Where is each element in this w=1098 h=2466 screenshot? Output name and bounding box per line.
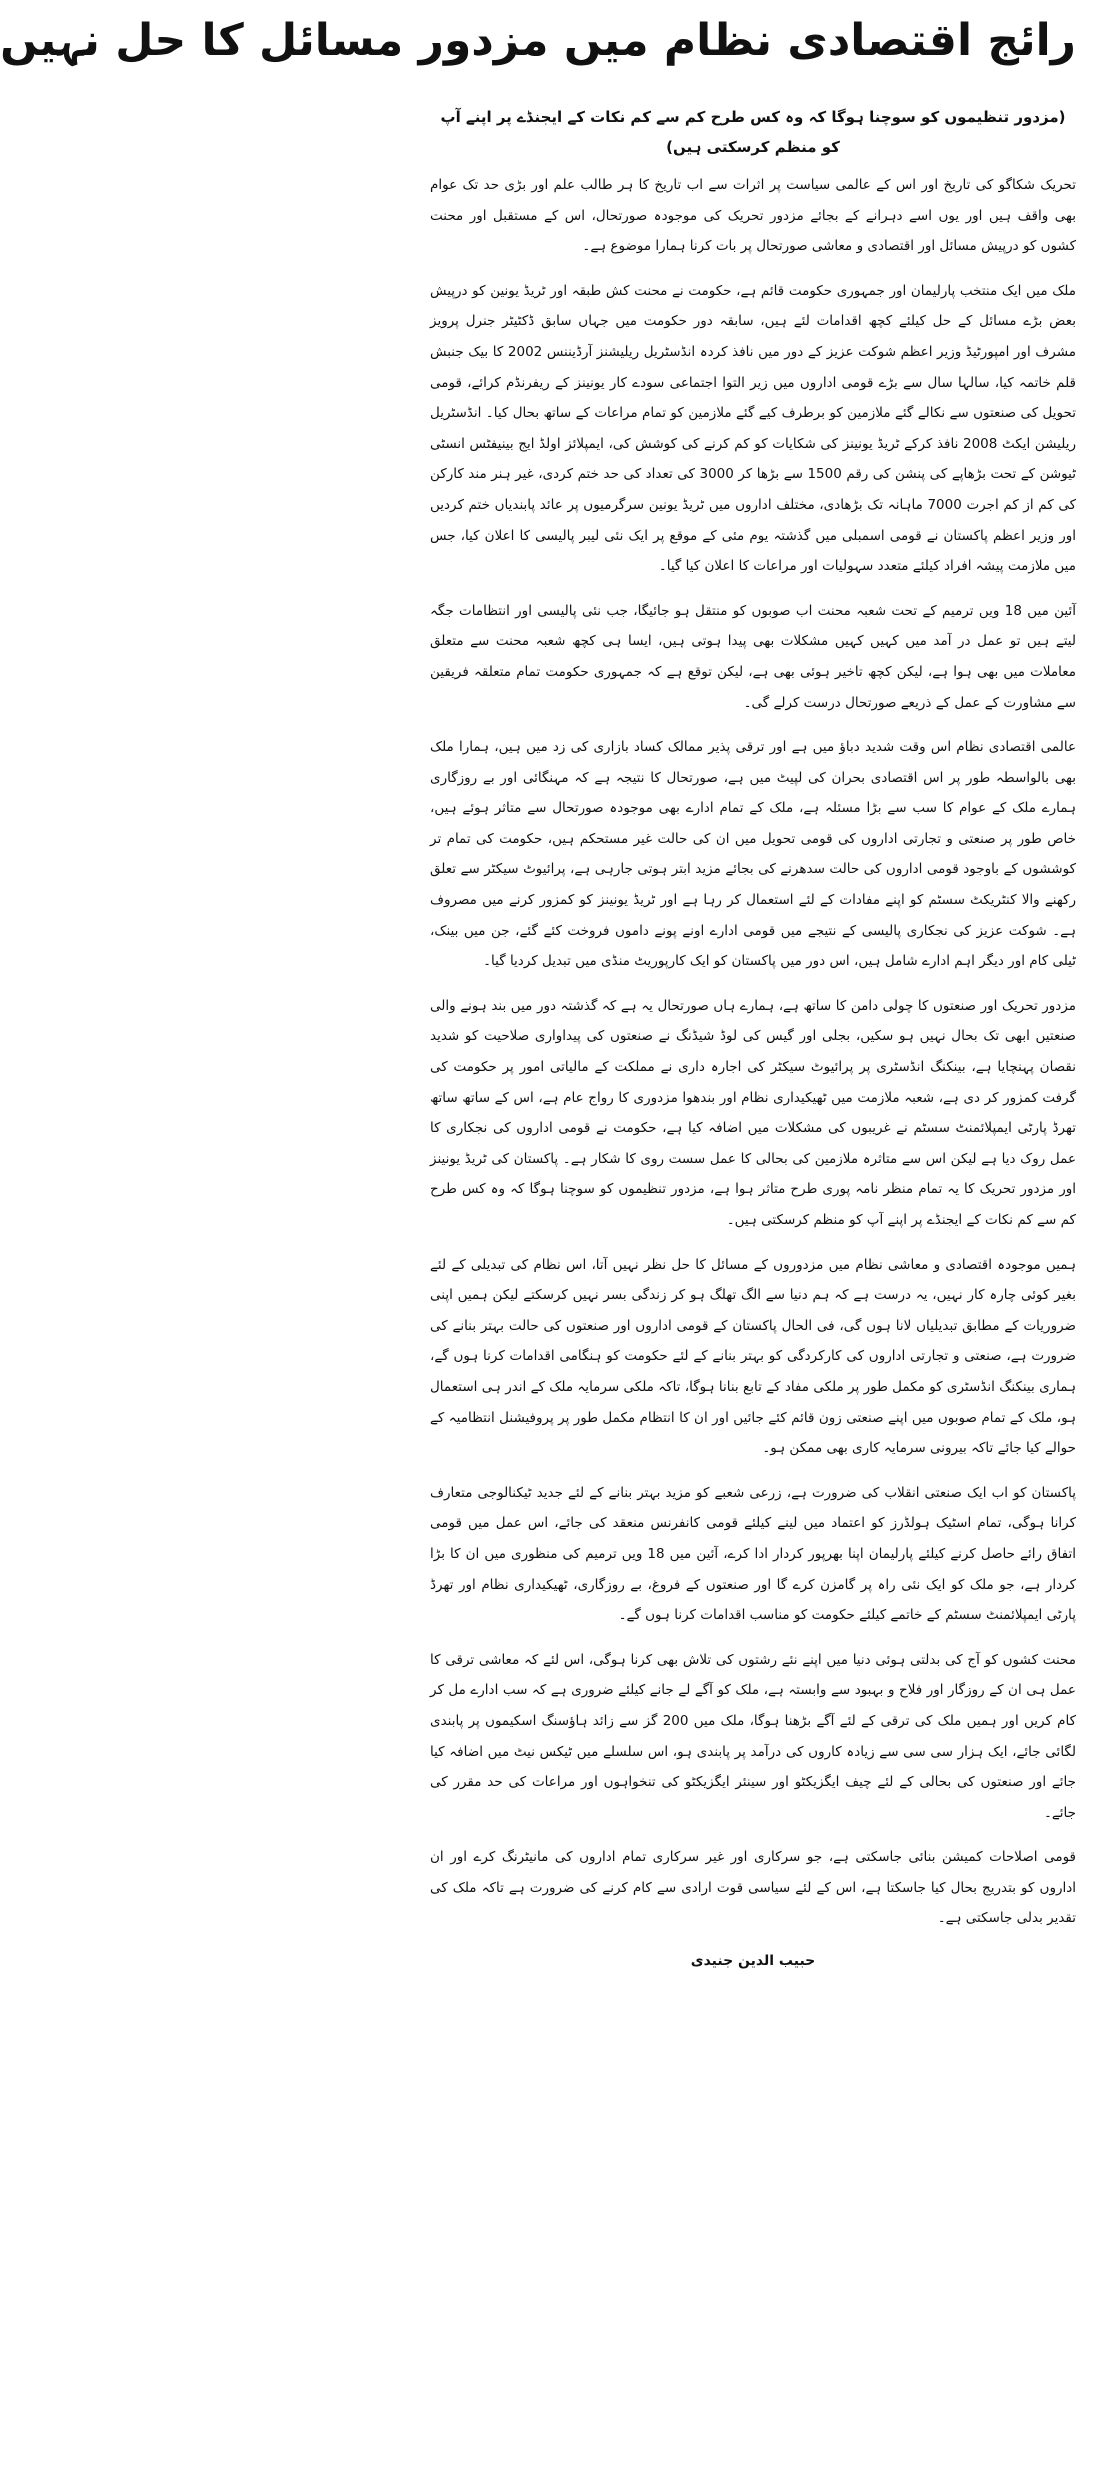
article-paragraph-4: عالمی اقتصادی نظام اس وقت شدید دباؤ میں ہے اور ترقی پذیر ممالک کساد بازاری کی زد میں ہیں، ہمارا ملک بھی بالواسطہ طور پر اس اقتصادی بحران کی لپیٹ میں ہے، صورتحال کا نتیجہ ہے کہ مہنگائی اور بے روزگاری ہمارے ملک کے عوام کا سب سے بڑا مسئلہ ہے، ملک کے تمام ادارے بھی موجودہ صورتحال سے متاثر ہوئے ہیں، خاص طور پر صنعتی و تجارتی اداروں کی قومی تحویل میں ان کی حالت غیر مستحکم ہیں، حکومت کی تمام تر کوششوں کے باوجود قومی اداروں کی حالت سدھرنے کی بجائے مزید ابتر ہوتی جارہی ہے، پرائیوٹ سیکٹر سے تعلق رکھنے والا کنٹریکٹ سسٹم کو اپنے مفادات کے لئے استعمال کر رہا ہے اور ٹریڈ یونینز کو کمزور کرنے میں مصروف ہے۔ شوکت عزیز کی نجکاری پالیسی کے نتیجے میں قومی ادارے اونے پونے داموں فروخت کئے گئے، جن میں بینک، ٹیلی کام اور دیگر اہم ادارے شامل ہیں، اس دور میں پاکستان کو ایک کارپوریٹ منڈی میں تبدیل کردیا گیا۔ — [430, 739, 1076, 970]
article-subheading: (مزدور تنظیموں کو سوچنا ہوگا کہ وہ کس طرح کم سے کم نکات کے ایجنڈے پر اپنے آپ کو منظم کرسکتی ہیں) — [440, 108, 1066, 156]
article-paragraph-8: محنت کشوں کو آج کی بدلتی ہوئی دنیا میں اپنے نئے رشتوں کی تلاش بھی کرنا ہوگی، اس لئے کہ معاشی ترقی کا عمل ہی ان کے روزگار اور فلاح و بہبود سے وابستہ ہے، ملک کو آگے لے جانے کیلئے ضروری ہے کہ سب ادارے مل کر کام کریں اور ہمیں ملک کی ترقی کے لئے آگے بڑھنا ہوگا، ملک میں 200 گز سے زائد ہاؤسنگ اسکیموں پر پابندی لگائی جائے، ایک ہزار سی سی سے زیادہ کاروں کی درآمد پر پابندی ہو، اس سلسلے میں ٹیکس نیٹ میں اضافہ کیا جائے اور صنعتوں کی بحالی کے لئے چیف ایگزیکٹو اور سینئر ایگزیکٹو کی تنخواہوں اور مراعات کی حد مقرر کی جائے۔ — [430, 1651, 1077, 1821]
author-signature: حبیب الدین جنیدی — [690, 1953, 816, 1970]
article-paragraph-9: قومی اصلاحات کمیشن بنائی جاسکتی ہے، جو سرکاری اور غیر سرکاری تمام اداروں کی مانیٹرنگ کرے اور ان اداروں کو بتدریج بحال کیا جاسکتا ہے، اس کے لئے سیاسی قوت ارادی سے کام کرنے کی ضرورت ہے تاکہ ملک کی تقدیر بدلی جاسکتی ہے۔ — [430, 1849, 1076, 1927]
article-paragraph-3: آئین میں 18 ویں ترمیم کے تحت شعبہ محنت اب صوبوں کو منتقل ہو جائیگا، جب نئی پالیسی اور انتظامات جگہ لیتے ہیں تو عمل در آمد میں کہیں کہیں مشکلات بھی پیدا ہوتی ہیں، ایسا ہی کچھ شعبہ محنت سے متعلق معاملات میں بھی ہوا ہے، لیکن کچھ تاخیر ہوئی بھی ہے، لیکن توقع ہے کہ جمہوری حکومت تمام متعلقہ فریقین سے مشاورت کے عمل کے ذریعے صورتحال درست کرلے گی۔ — [430, 602, 1076, 711]
article-paragraph-6: ہمیں موجودہ اقتصادی و معاشی نظام میں مزدوروں کے مسائل کا حل نظر نہیں آتا، اس نظام کی تبدیلی کے لئے بغیر کوئی چارہ کار نہیں، یہ درست ہے کہ ہم دنیا سے الگ تھلگ ہو کر زندگی بسر نہیں کرسکتے لیکن ہمیں اپنی ضروریات کے مطابق تبدیلیاں لانا ہوں گی، فی الحال پاکستان کے قومی اداروں اور صنعتوں کی حالت بہتر بنانے کی ضرورت ہے، صنعتی و تجارتی اداروں کی کارکردگی کو بہتر بنانے کے لئے حکومت کو ہنگامی اقدامات کرنا ہوں گے، ہماری بینکنگ انڈسٹری کو مکمل طور پر ملکی مفاد کے تابع بنانا ہوگا، تاکہ ملکی سرمایہ ملک کے اندر ہی استعمال ہو، ملک کے تمام صوبوں میں اپنے صنعتی زون قائم کئے جائیں اور ان کا انتظام مکمل طور پر پروفیشنل انتظامیہ کے حوالے کیا جائے تاکہ بیرونی سرمایہ کاری بھی ممکن ہو۔ — [430, 1256, 1076, 1457]
article-paragraph-2: ملک میں ایک منتخب پارلیمان اور جمہوری حکومت قائم ہے، حکومت نے محنت کش طبقہ اور ٹریڈ یونین کو درپیش بعض بڑے مسائل کے حل کیلئے کچھ اقدامات لئے ہیں، سابقہ دور حکومت میں جہاں سابق ڈکٹیٹر جنرل پرویز مشرف اور امپورٹیڈ وزیر اعظم شوکت عزیز کے دور میں نافذ کردہ انڈسٹریل ریلیشنز آرڈیننس 2002 کا بیک جنبش قلم خاتمہ کیا، سالہا سال سے بڑے قومی اداروں میں زیر التوا اجتماعی سودے کار یونینز کے ریفرنڈم کرائے، قومی تحویل کی صنعتوں سے نکالے گئے ملازمین کو برطرف کیے گئے ملازمین کو تمام مراعات کے ساتھ بحال کیا۔ انڈسٹریل ریلیشن ایکٹ 2008 نافذ کرکے ٹریڈ یونینز کی شکایات کو کم کرنے کی کوشش کی، ایمپلائز اولڈ ایج بینیفٹس انسٹی ٹیوشن کے تحت بڑھاپے کی پنشن کی رقم 1500 سے بڑھا کر 3000 کی تعداد کی حد ختم کردی، غیر ہنر مند کارکن کی کم از کم اجرت 7000 ماہانہ تک بڑھادی، مختلف اداروں میں ٹریڈ یونین سرگرمیوں پر عائد پابندیاں ختم کردیں اور وزیر اعظم پاکستان نے قومی اسمبلی میں گذشتہ یوم مئی کے موقع پر ایک نئی لیبر پالیسی کا اعلان کیا، جس میں ملازمت پیشہ افراد کیلئے متعدد سہولیات اور مراعات کا اعلان کیا گیا۔ — [430, 282, 1077, 575]
article-paragraph-7: پاکستان کو اب ایک صنعتی انقلاب کی ضرورت ہے، زرعی شعبے کو مزید بہتر بنانے کے لئے جدید ٹیکنالوجی متعارف کرانا ہوگی، تمام اسٹیک ہولڈرز کو اعتماد میں لینے کیلئے قومی کانفرنس منعقد کی جائے، اس عمل میں قومی اتفاق رائے حاصل کرنے کیلئے پارلیمان اپنا بھرپور کردار ادا کرے، آئین میں 18 ویں ترمیم کی منظوری میں ان کا بڑا کردار ہے، جو ملک کو ایک نئی راہ پر گامزن کرے گا اور صنعتوں کے فروغ، بے روزگاری، ٹھیکیداری نظام اور تھرڈ پارٹی ایمپلائمنٹ سسٹم کے خاتمے کیلئے حکومت کو مناسب اقدامات کرنا ہوں گے۔ — [430, 1484, 1076, 1624]
article-body — [430, 170, 1076, 1934]
article-paragraph-1: تحریک شکاگو کی تاریخ اور اس کے عالمی سیاست پر اثرات سے اب تاریخ کا ہر طالب علم اور بڑی حد تک عوام بھی واقف ہیں اور یوں اسے دہرانے کے بجائے مزدور تحریک کی موجودہ صورتحال، اس کے مستقبل اور محنت کشوں کو درپیش مسائل اور اقتصادی و معاشی صورتحال پر بات کرنا ہمارا موضوع ہے۔ — [430, 177, 1076, 255]
article-headline: رائج اقتصادی نظام میں مزدور مسائل کا حل نہیں — [0, 15, 1076, 66]
article-paragraph-5: مزدور تحریک اور صنعتوں کا چولی دامن کا ساتھ ہے، ہمارے ہاں صورتحال یہ ہے کہ گذشتہ دور میں بند ہونے والی صنعتیں ابھی تک بحال نہیں ہو سکیں، بجلی اور گیس کی لوڈ شیڈنگ نے صنعتوں کی پیداواری صلاحیت کو شدید نقصان پہنچایا ہے، بینکنگ انڈسٹری پر پرائیوٹ سیکٹر کی اجارہ داری نے مملکت کے مالیاتی امور پر حکومت کی گرفت کمزور کر دی ہے، شعبہ ملازمت میں ٹھیکیداری نظام اور بندھوا مزدوری کا رواج عام ہے، اس کے ساتھ ساتھ تھرڈ پارٹی ایمپلائمنٹ سسٹم نے غریبوں کی مشکلات میں اضافہ کیا ہے، حکومت نے قومی اداروں کی نجکاری کا عمل روک دیا ہے لیکن اس سے متاثرہ ملازمین کی بحالی کا عمل سست روی کا شکار ہے۔ پاکستان کی ٹریڈ یونینز اور مزدور تحریک کا یہ تمام منظر نامہ پوری طرح متاثر ہوا ہے، مزدور تنظیموں کو سوچنا ہوگا کہ وہ کس طرح کم سے کم نکات کے ایجنڈے پر اپنے آپ کو منظم کرسکتی ہیں۔ — [430, 997, 1076, 1228]
